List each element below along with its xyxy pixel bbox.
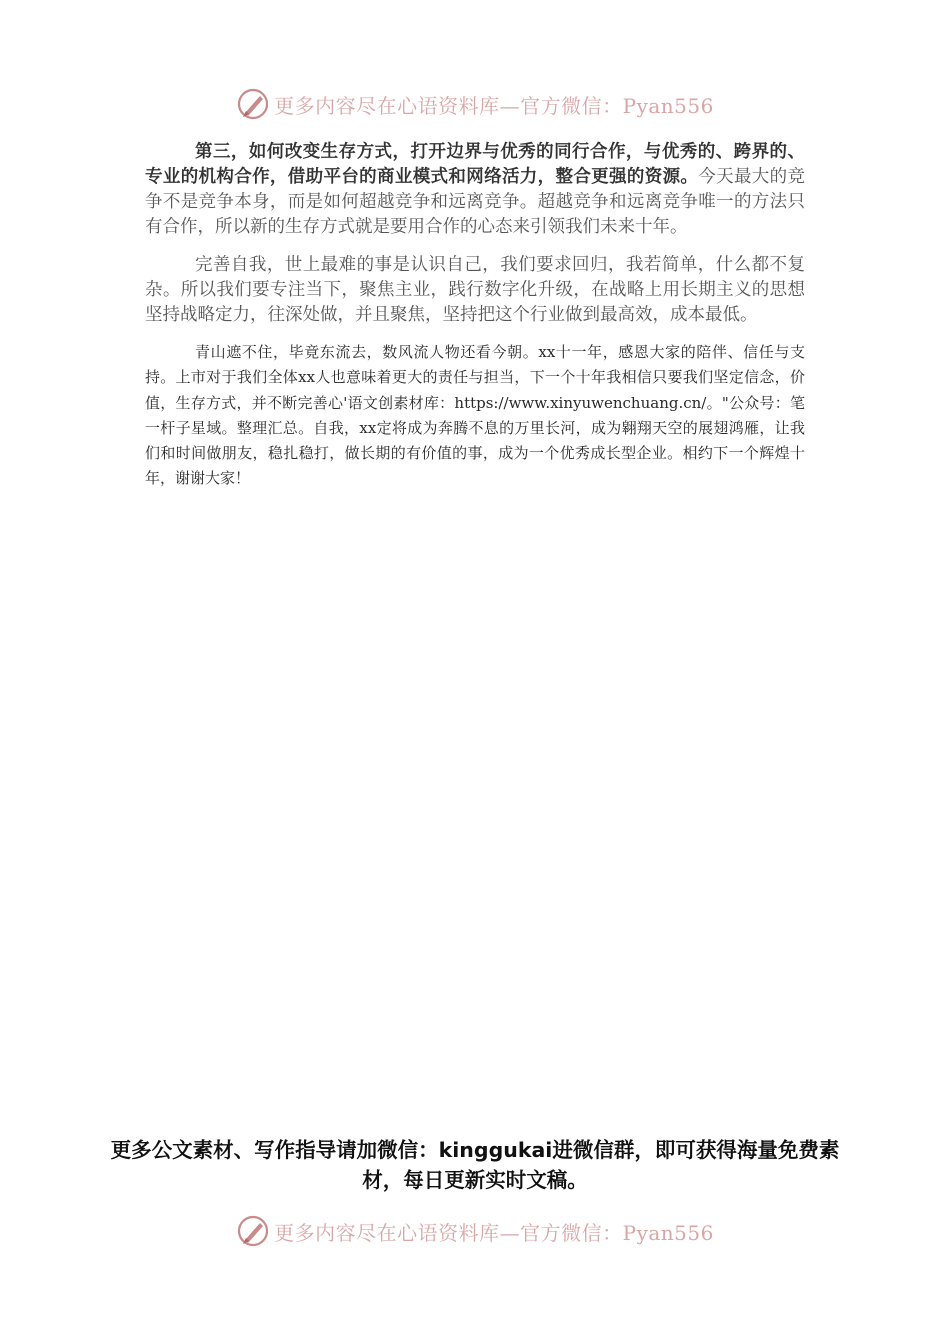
header-banner-text: 更多内容尽在心语资料库—官方微信：Pyan556 — [274, 93, 714, 118]
paragraph-1-bold: 第三，如何改变生存方式，打开边界与优秀的同行合作，与优秀的、跨界的、专业的机构合作，借助平台的商业模式和网络活力，整合更强的资源。 — [145, 142, 805, 187]
footer-banner-text: 更多内容尽在心语资料库—官方微信：Pyan556 — [274, 1220, 714, 1245]
footer-note: 更多公文素材、写作指导请加微信：kinggukai进微信群，即可获得海量免费素材，每日更新实时文稿。 — [110, 1138, 840, 1192]
paragraph-1-rest: 今天最大的竞争不是竞争本身，而是如何超越竞争和远离竞争。超越竞争和远离竞争唯一的方法只有合作，所以新的生存方式就是要用合作的心态来引领我们未来十年。 — [145, 167, 806, 237]
paragraph-2: 完善自我，世上最难的事是认识自己，我们要求回归，我若简单，什么都不复杂。所以我们要专注当下，聚焦主业，践行数字化升级，在战略上用长期主义的思想坚持战略定力，往深处做，并且聚焦，坚持把这个行业做到最高效，成本最低。 — [145, 255, 805, 325]
pen-logo-icon — [236, 87, 270, 121]
header-banner — [0, 84, 950, 124]
pen-logo-icon — [236, 1214, 270, 1248]
paragraph-1 — [145, 140, 805, 240]
footer-banner — [0, 1211, 950, 1251]
document-body — [145, 140, 805, 492]
paragraph-3: 青山遮不住，毕竟东流去，数风流人物还看今朝。xx十一年，感恩大家的陪伴、信任与支持。上市对于我们全体xx人也意味着更大的责任与担当，下一个十年我相信只要我们坚定信念，价值，生存方式，并不断完善心'语文创素材库：https://www.xinyuwenchuang.cn/。"公众号：笔一杆子星域。整理汇总。自我，xx定将成为奔腾不息的万里长河，成为翱翔天空的展翅鸿雁，让我们和时间做朋友，稳扎稳打，做长期的有价值的事，成为一个优秀成长型企业。相约下一个辉煌十年，谢谢大家！ — [145, 343, 805, 488]
